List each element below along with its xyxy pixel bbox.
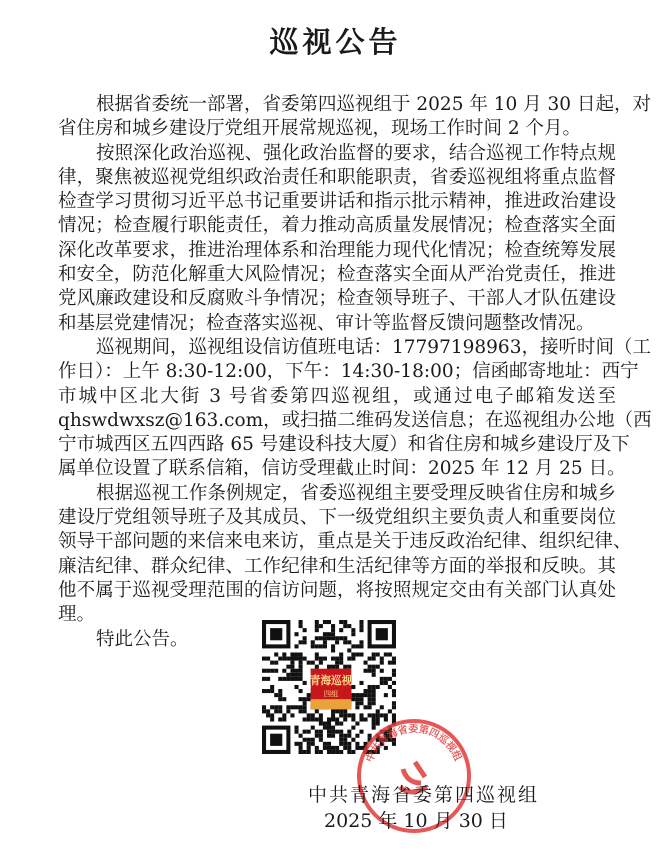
- paragraph-line: 和基层党建情况；检查落实巡视、审计等监督反馈问题整改情况。: [58, 312, 595, 334]
- seal-text: 中共青海省委第四巡视组: [364, 724, 464, 765]
- paragraph-line: 检查学习贯彻习近平总书记重要讲话和指示批示精神，推进政治建设: [58, 191, 616, 213]
- paragraph-line: 市城中区北大街 3 号省委第四巡视组，或通过电子邮箱发送至: [58, 385, 616, 407]
- paragraph-line: 理。: [58, 604, 96, 626]
- issuer-signature: 中共青海省委第四巡视组: [308, 784, 540, 806]
- paragraph-line: 根据巡视工作条例规定，省委巡视组主要受理反映省住房和城乡: [96, 482, 616, 504]
- paragraph-line: 深化改革要求，推进治理体系和治理能力现代化情况；检查统筹发展: [58, 239, 616, 261]
- qr-logo-sub: 四组: [323, 689, 339, 699]
- issue-date: 2025 年 10 月 30 日: [324, 810, 508, 832]
- paragraph-line: 省住房和城乡建设厅党组开展常规巡视，现场工作时间 2 个月。: [58, 118, 582, 140]
- paragraph-line: 情况；检查履行职能责任，着力推动高质量发展情况；检查落实全面: [58, 215, 616, 237]
- qr-logo-text: 青海巡视: [309, 675, 353, 688]
- page-title: 巡视公告: [269, 25, 402, 59]
- notice-body: [58, 93, 652, 652]
- paragraph-line: qhswdwxsz@163.com，或扫描二维码发送信息；在巡视组办公地（西: [58, 409, 652, 431]
- paragraph-line: 按照深化政治巡视、强化政治监督的要求，结合巡视工作特点规: [96, 142, 616, 164]
- paragraph-line: 他不属于巡视受理范围的信访问题，将按照规定交由有关部门认真处: [58, 579, 616, 601]
- paragraph-line: 作日）：上午 8:30-12:00，下午：14:30-18:00；信函邮寄地址：西宁: [58, 361, 639, 383]
- paragraph-line: 巡视期间，巡视组设信访值班电话：17797198963，接听时间（工: [96, 336, 651, 358]
- paragraph-line: 建设厅党组领导班子及其成员、下一级党组织主要负责人和重要岗位: [58, 507, 616, 529]
- paragraph-line: 特此公告。: [96, 628, 189, 650]
- paragraph-line: 属单位设置了联系信箱，信访受理截止时间：2025 年 12 月 25 日。: [58, 458, 626, 480]
- paragraph-line: 根据省委统一部署，省委第四巡视组于 2025 年 10 月 30 日起，对: [96, 94, 651, 115]
- paragraph-line: 律，聚焦被巡视党组织政治责任和职能职责，省委巡视组将重点监督: [58, 166, 616, 188]
- paragraph-line: 宁市城西区五四西路 65 号建设科技大厦）和省住房和城乡建设厅及下: [58, 434, 630, 456]
- paragraph-line: 廉洁纪律、群众纪律、工作纪律和生活纪律等方面的举报和反映。其: [58, 555, 616, 577]
- paragraph-line: 党风廉政建设和反腐败斗争情况；检查领导班子、干部人才队伍建设: [58, 288, 616, 310]
- paragraph-line: 和安全，防范化解重大风险情况；检查落实全面从严治党责任，推进: [58, 264, 616, 286]
- svg-text:中共青海省委第四巡视组: [363, 722, 465, 764]
- paragraph-line: 领导干部问题的来信来电来访，重点是关于违反政治纪律、组织纪律、: [58, 531, 632, 553]
